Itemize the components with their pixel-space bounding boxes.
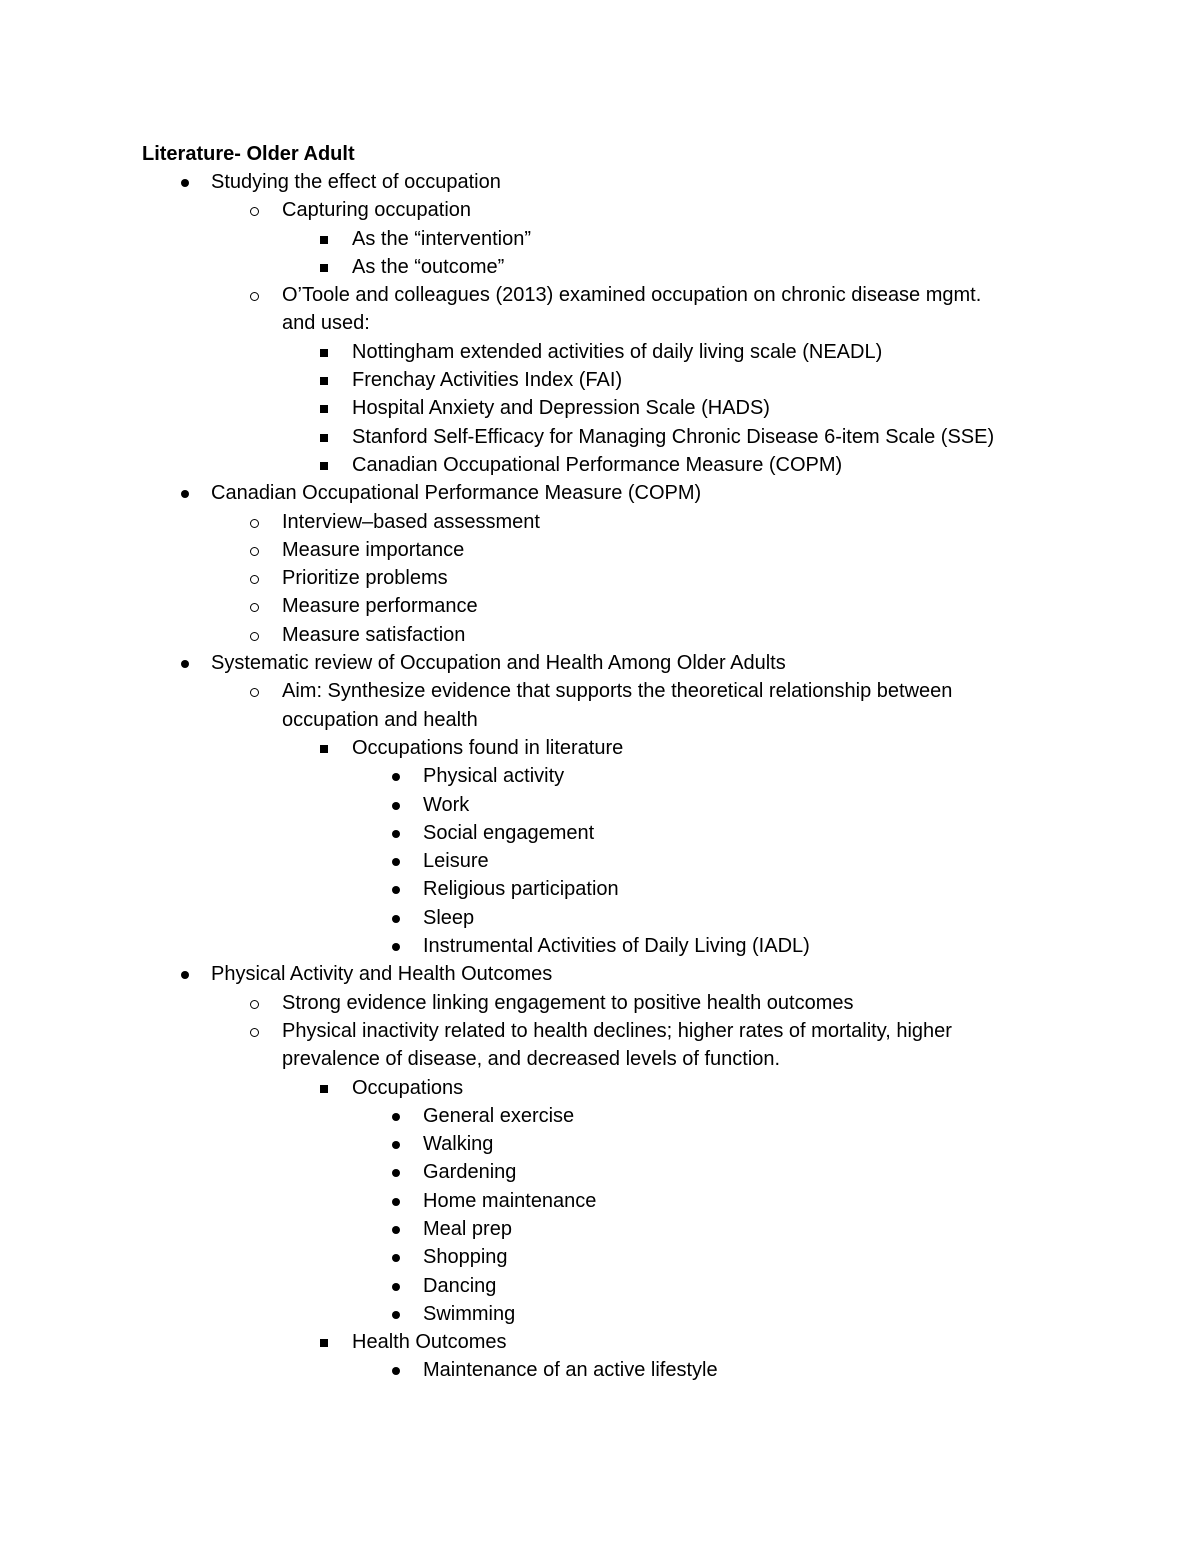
list-item: As the “intervention” — [0, 225, 1200, 253]
list-item: Frenchay Activities Index (FAI) — [0, 366, 1200, 394]
list-item: General exercise — [0, 1102, 1200, 1130]
list-item-continuation: and used: — [282, 312, 370, 335]
list-item: Social engagement — [0, 819, 1200, 847]
bullet-circle-icon — [246, 677, 266, 705]
bullet-square-icon — [316, 225, 336, 253]
list-item: Prioritize problems — [0, 564, 1200, 592]
bullet-disc-icon — [387, 1300, 407, 1328]
bullet-square-icon — [316, 423, 336, 451]
list-item: Religious participation — [0, 875, 1200, 903]
list-item: Physical inactivity related to health declines; higher rates of mortality, higher — [0, 1017, 1200, 1045]
list-item: Occupations — [0, 1074, 1200, 1102]
bullet-square-icon — [316, 338, 336, 366]
list-item: Canadian Occupational Performance Measure (COPM) — [0, 479, 1200, 507]
list-item: Aim: Synthesize evidence that supports the theoretical relationship between — [0, 677, 1200, 705]
bullet-disc-icon — [387, 1356, 407, 1384]
list-item: Interview–based assessment — [0, 508, 1200, 536]
list-item: O’Toole and colleagues (2013) examined occupation on chronic disease mgmt. — [0, 281, 1200, 309]
bullet-disc-icon — [176, 479, 196, 507]
list-item: Sleep — [0, 904, 1200, 932]
list-item: Leisure — [0, 847, 1200, 875]
bullet-circle-icon — [246, 508, 266, 536]
bullet-square-icon — [316, 734, 336, 762]
bullet-disc-icon — [387, 1243, 407, 1271]
list-item: Measure importance — [0, 536, 1200, 564]
bullet-disc-icon — [387, 1102, 407, 1130]
list-item: Work — [0, 791, 1200, 819]
bullet-circle-icon — [246, 196, 266, 224]
bullet-square-icon — [316, 1074, 336, 1102]
list-item: Systematic review of Occupation and Health Among Older Adults — [0, 649, 1200, 677]
list-item: Instrumental Activities of Daily Living (IADL) — [0, 932, 1200, 960]
bullet-circle-icon — [246, 621, 266, 649]
bullet-disc-icon — [387, 1130, 407, 1158]
list-item: Physical Activity and Health Outcomes — [0, 960, 1200, 988]
bullet-disc-icon — [176, 649, 196, 677]
bullet-circle-icon — [246, 989, 266, 1017]
bullet-disc-icon — [387, 1187, 407, 1215]
bullet-disc-icon — [387, 1215, 407, 1243]
list-item: Measure performance — [0, 592, 1200, 620]
bullet-disc-icon — [387, 847, 407, 875]
list-item: Meal prep — [0, 1215, 1200, 1243]
bullet-disc-icon — [387, 819, 407, 847]
bullet-square-icon — [316, 253, 336, 281]
bullet-circle-icon — [246, 564, 266, 592]
bullet-disc-icon — [387, 1158, 407, 1186]
list-item: Physical activity — [0, 762, 1200, 790]
list-item: Maintenance of an active lifestyle — [0, 1356, 1200, 1384]
list-item-continuation: occupation and health — [282, 708, 478, 731]
list-item: As the “outcome” — [0, 253, 1200, 281]
bullet-circle-icon — [246, 281, 266, 309]
list-item: Capturing occupation — [0, 196, 1200, 224]
list-item: Measure satisfaction — [0, 621, 1200, 649]
bullet-square-icon — [316, 366, 336, 394]
list-item: Strong evidence linking engagement to positive health outcomes — [0, 989, 1200, 1017]
list-item: Dancing — [0, 1272, 1200, 1300]
list-item: Shopping — [0, 1243, 1200, 1271]
bullet-circle-icon — [246, 592, 266, 620]
bullet-square-icon — [316, 1328, 336, 1356]
list-item: Gardening — [0, 1158, 1200, 1186]
list-item: Home maintenance — [0, 1187, 1200, 1215]
list-item: Nottingham extended activities of daily living scale (NEADL) — [0, 338, 1200, 366]
list-item: Hospital Anxiety and Depression Scale (HADS) — [0, 394, 1200, 422]
bullet-disc-icon — [176, 168, 196, 196]
bullet-disc-icon — [387, 762, 407, 790]
list-item: Occupations found in literature — [0, 734, 1200, 762]
bullet-square-icon — [316, 451, 336, 479]
bullet-circle-icon — [246, 1017, 266, 1045]
bullet-square-icon — [316, 394, 336, 422]
list-item: Walking — [0, 1130, 1200, 1158]
bullet-disc-icon — [387, 932, 407, 960]
list-item: Health Outcomes — [0, 1328, 1200, 1356]
list-item: Stanford Self-Efficacy for Managing Chronic Disease 6-item Scale (SSE) — [0, 423, 1200, 451]
bullet-disc-icon — [387, 1272, 407, 1300]
outline-list — [0, 168, 1200, 1385]
list-item: Studying the effect of occupation — [0, 168, 1200, 196]
bullet-disc-icon — [387, 904, 407, 932]
list-item: Swimming — [0, 1300, 1200, 1328]
document-title: Literature- Older Adult — [142, 143, 355, 165]
bullet-disc-icon — [387, 791, 407, 819]
bullet-disc-icon — [176, 960, 196, 988]
bullet-disc-icon — [387, 875, 407, 903]
list-item-continuation: prevalence of disease, and decreased levels of function. — [282, 1048, 781, 1071]
bullet-circle-icon — [246, 536, 266, 564]
list-item: Canadian Occupational Performance Measure (COPM) — [0, 451, 1200, 479]
